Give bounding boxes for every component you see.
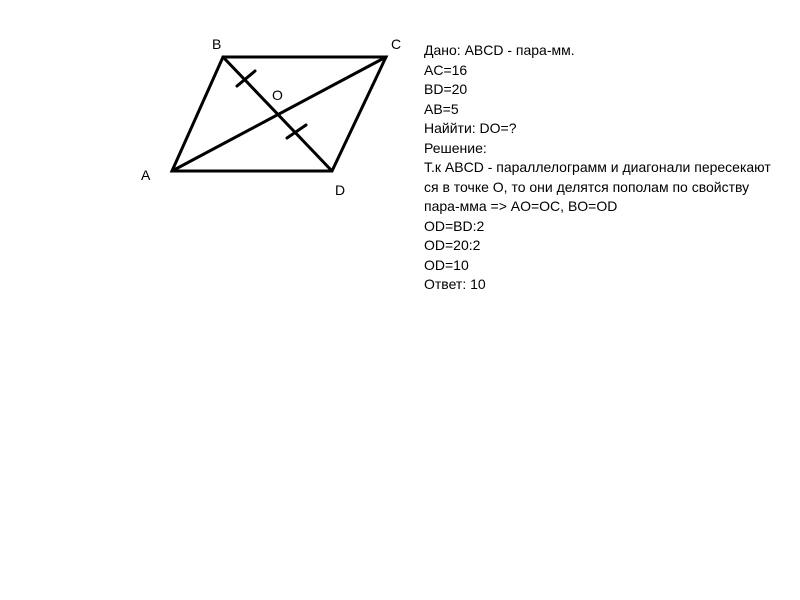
reasoning-line-3: пара-мма => AO=OC, BO=OD xyxy=(424,198,618,214)
center-label-o: O xyxy=(272,87,283,103)
answer-line: Ответ: 10 xyxy=(424,276,486,292)
solution-heading: Решение: xyxy=(424,139,487,156)
solution-text xyxy=(424,41,794,295)
diagonal-bd xyxy=(223,57,332,171)
given-bd: BD=20 xyxy=(424,81,468,97)
step-od-result: OD=10 xyxy=(424,256,469,273)
given-line: Дано: ABCD - пара-мм. xyxy=(424,42,575,58)
reasoning-line-1: Т.к ABCD - параллелограмм и диагонали пересекают xyxy=(424,159,771,175)
vertex-label-b: B xyxy=(212,36,222,52)
vertex-label-d: D xyxy=(335,182,346,198)
step-od-substitution: OD=20:2 xyxy=(424,237,481,253)
given-ab: AB=5 xyxy=(424,100,459,117)
parallelogram-diagram xyxy=(0,0,400,220)
vertex-label-a: A xyxy=(141,167,151,183)
vertex-label-c: C xyxy=(391,36,402,52)
step-od-formula: OD=BD:2 xyxy=(424,217,485,234)
given-ac: AC=16 xyxy=(424,61,468,78)
find-line: Наййти: DO=? xyxy=(424,120,517,136)
reasoning-line-2: ся в точке О, то они делятся пополам по свойству xyxy=(424,178,750,195)
